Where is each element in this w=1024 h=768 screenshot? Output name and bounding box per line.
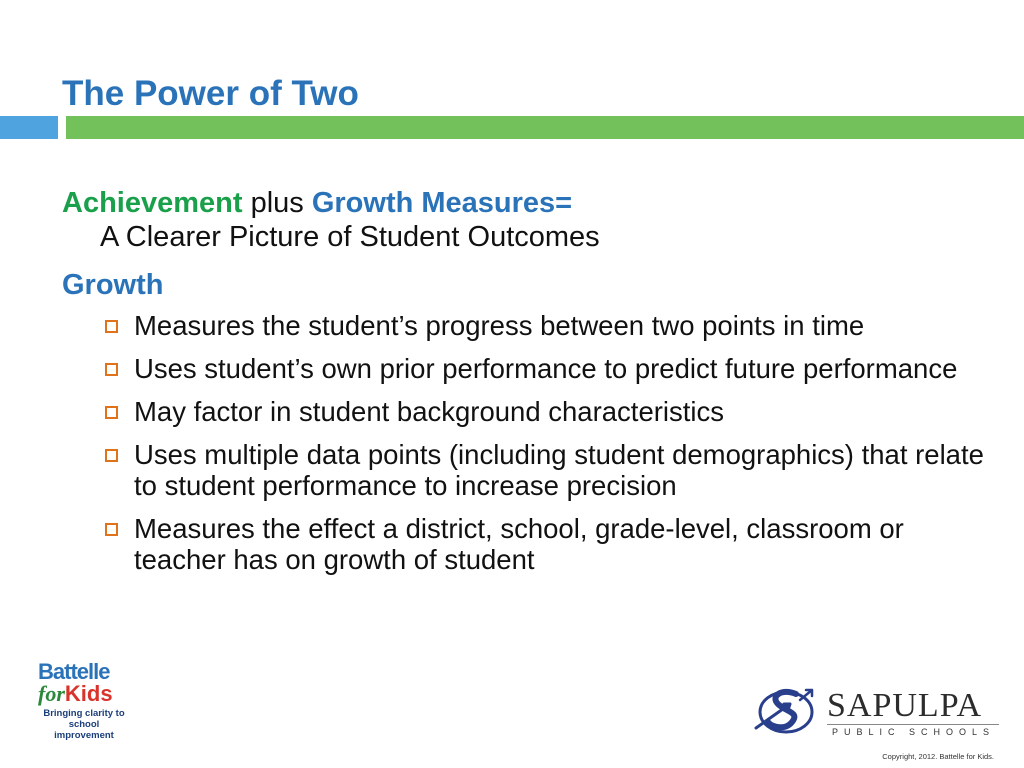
bullet-item [62,513,992,575]
bullet-item [62,353,992,384]
bullet-text: Uses student’s own prior performance to predict future performance [134,353,958,384]
sapulpa-logo [752,682,1006,742]
logo-kids-text: Kids [64,681,113,706]
logo-for-text: for [38,681,65,706]
headline-growth-measures: Growth Measures= [311,187,573,219]
slide-title: The Power of Two [62,74,359,113]
battelle-for-kids-logo [38,660,134,744]
bullet-text: Measures the student’s progress between two points in time [134,310,865,341]
logo-tagline: Bringing clarity to school improvement [43,708,125,741]
headline-achievement: Achievement [62,187,243,219]
headline-subline: A Clearer Picture of Student Outcomes [100,221,600,253]
logo-forkids [38,682,134,706]
square-bullet-icon [105,320,118,333]
copyright-text: Copyright, 2012. Battelle for Kids. [882,752,994,761]
bullet-text: Measures the effect a district, school, grade-level, classroom or teacher has on growth of student [134,513,904,575]
slide-content [62,186,992,587]
bullet-item [62,396,992,427]
sapulpa-emblem-icon [752,682,824,738]
bullet-list [62,310,992,575]
square-bullet-icon [105,449,118,462]
sapulpa-name-text: SAPULPA [827,687,983,724]
section-heading-growth: Growth [62,269,164,301]
square-bullet-icon [105,523,118,536]
bullet-item [62,310,992,341]
bullet-item [62,439,992,501]
headline-plus: plus [242,187,312,219]
sapulpa-divider [827,724,999,725]
bullet-text: Uses multiple data points (including student demographics) that relate to student performance to increase precision [134,439,984,501]
square-bullet-icon [105,406,118,419]
sapulpa-subtitle-text: PUBLIC SCHOOLS [832,727,996,737]
square-bullet-icon [105,363,118,376]
title-accent-bar-blue [0,116,58,139]
logo-battelle-text: Battelle [38,659,110,684]
headline [62,186,992,220]
bullet-text: May factor in student background characteristics [134,396,725,427]
title-accent-bar-green [66,116,1024,139]
